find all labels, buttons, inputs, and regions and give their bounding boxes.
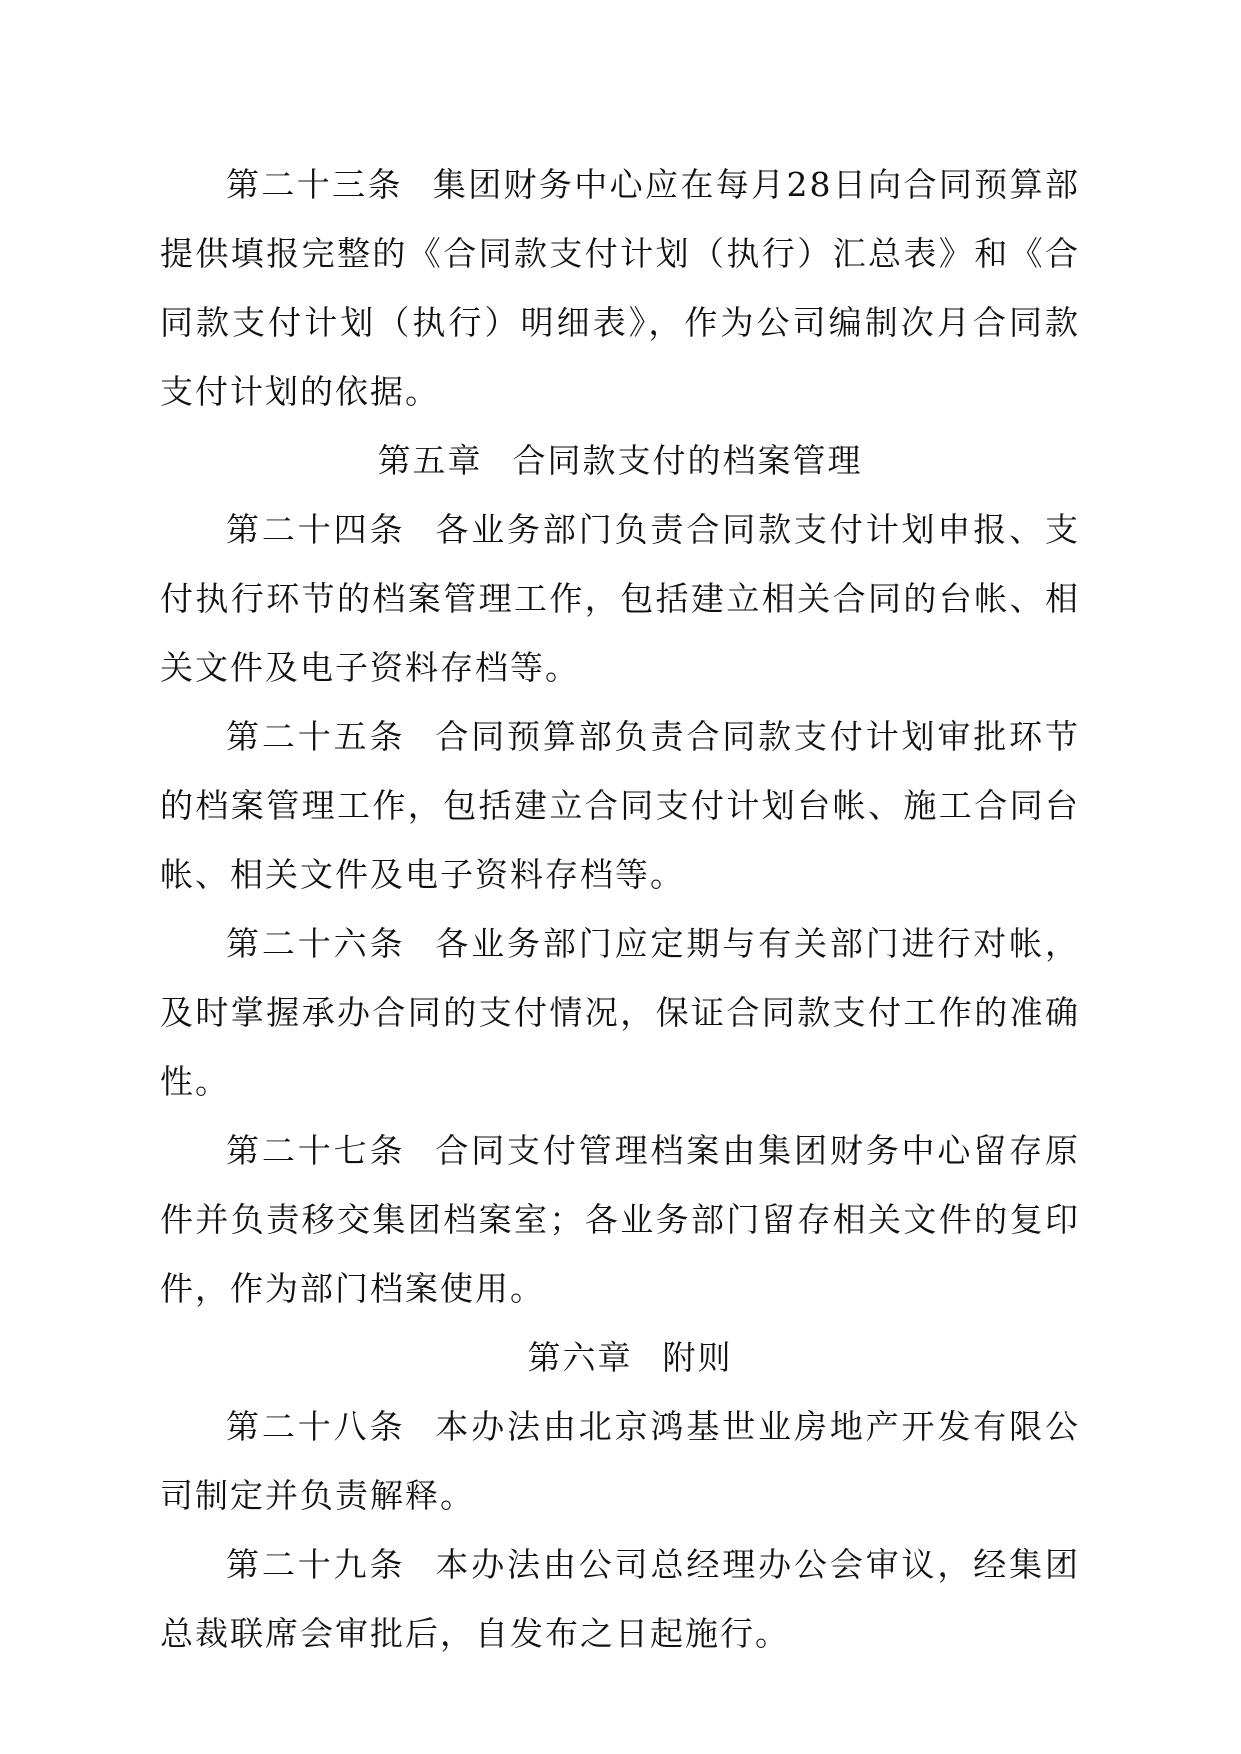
article-27 bbox=[160, 1116, 1080, 1323]
article-text: 各业务部门应定期与有关部门进行对帐，及时掌握承办合同的支付情况，保证合同款支付工作的准确性。 bbox=[160, 924, 1081, 1101]
article-number: 第二十七条 bbox=[226, 1131, 406, 1170]
document-page bbox=[160, 150, 1080, 1668]
article-number: 第二十五条 bbox=[226, 717, 406, 756]
chapter-number: 第五章 bbox=[377, 441, 483, 480]
article-text: 集团财务中心应在每月28日向合同预算部提供填报完整的《合同款支付计划（执行）汇总表》和《合同款支付计划（执行）明细表》，作为公司编制次月合同款支付计划的依据。 bbox=[160, 165, 1081, 411]
article-29 bbox=[160, 1530, 1080, 1668]
article-text: 合同预算部负责合同款支付计划审批环节的档案管理工作，包括建立合同支付计划台帐、施工合同台帐、相关文件及电子资料存档等。 bbox=[160, 717, 1081, 894]
article-24 bbox=[160, 495, 1080, 702]
article-28 bbox=[160, 1392, 1080, 1530]
article-number: 第二十六条 bbox=[226, 924, 406, 963]
chapter-title: 合同款支付的档案管理 bbox=[512, 441, 863, 480]
chapter-number: 第六章 bbox=[527, 1338, 633, 1377]
article-25 bbox=[160, 702, 1080, 909]
chapter-5-heading bbox=[160, 426, 1080, 495]
article-text: 本办法由公司总经理办公会审议，经集团总裁联席会审批后，自发布之日起施行。 bbox=[160, 1545, 1081, 1653]
article-number: 第二十九条 bbox=[226, 1545, 406, 1584]
article-text: 各业务部门负责合同款支付计划申报、支付执行环节的档案管理工作，包括建立相关合同的台帐、相关文件及电子资料存档等。 bbox=[160, 510, 1081, 687]
article-text: 合同支付管理档案由集团财务中心留存原件并负责移交集团档案室；各业务部门留存相关文件的复印件，作为部门档案使用。 bbox=[160, 1131, 1081, 1308]
chapter-title: 附则 bbox=[662, 1338, 733, 1377]
article-26 bbox=[160, 909, 1080, 1116]
article-number: 第二十三条 bbox=[226, 165, 403, 204]
article-text: 本办法由北京鸿基世业房地产开发有限公司制定并负责解释。 bbox=[160, 1407, 1081, 1515]
chapter-6-heading bbox=[160, 1323, 1080, 1392]
article-23 bbox=[160, 150, 1080, 426]
article-number: 第二十八条 bbox=[226, 1407, 406, 1446]
article-number: 第二十四条 bbox=[226, 510, 406, 549]
